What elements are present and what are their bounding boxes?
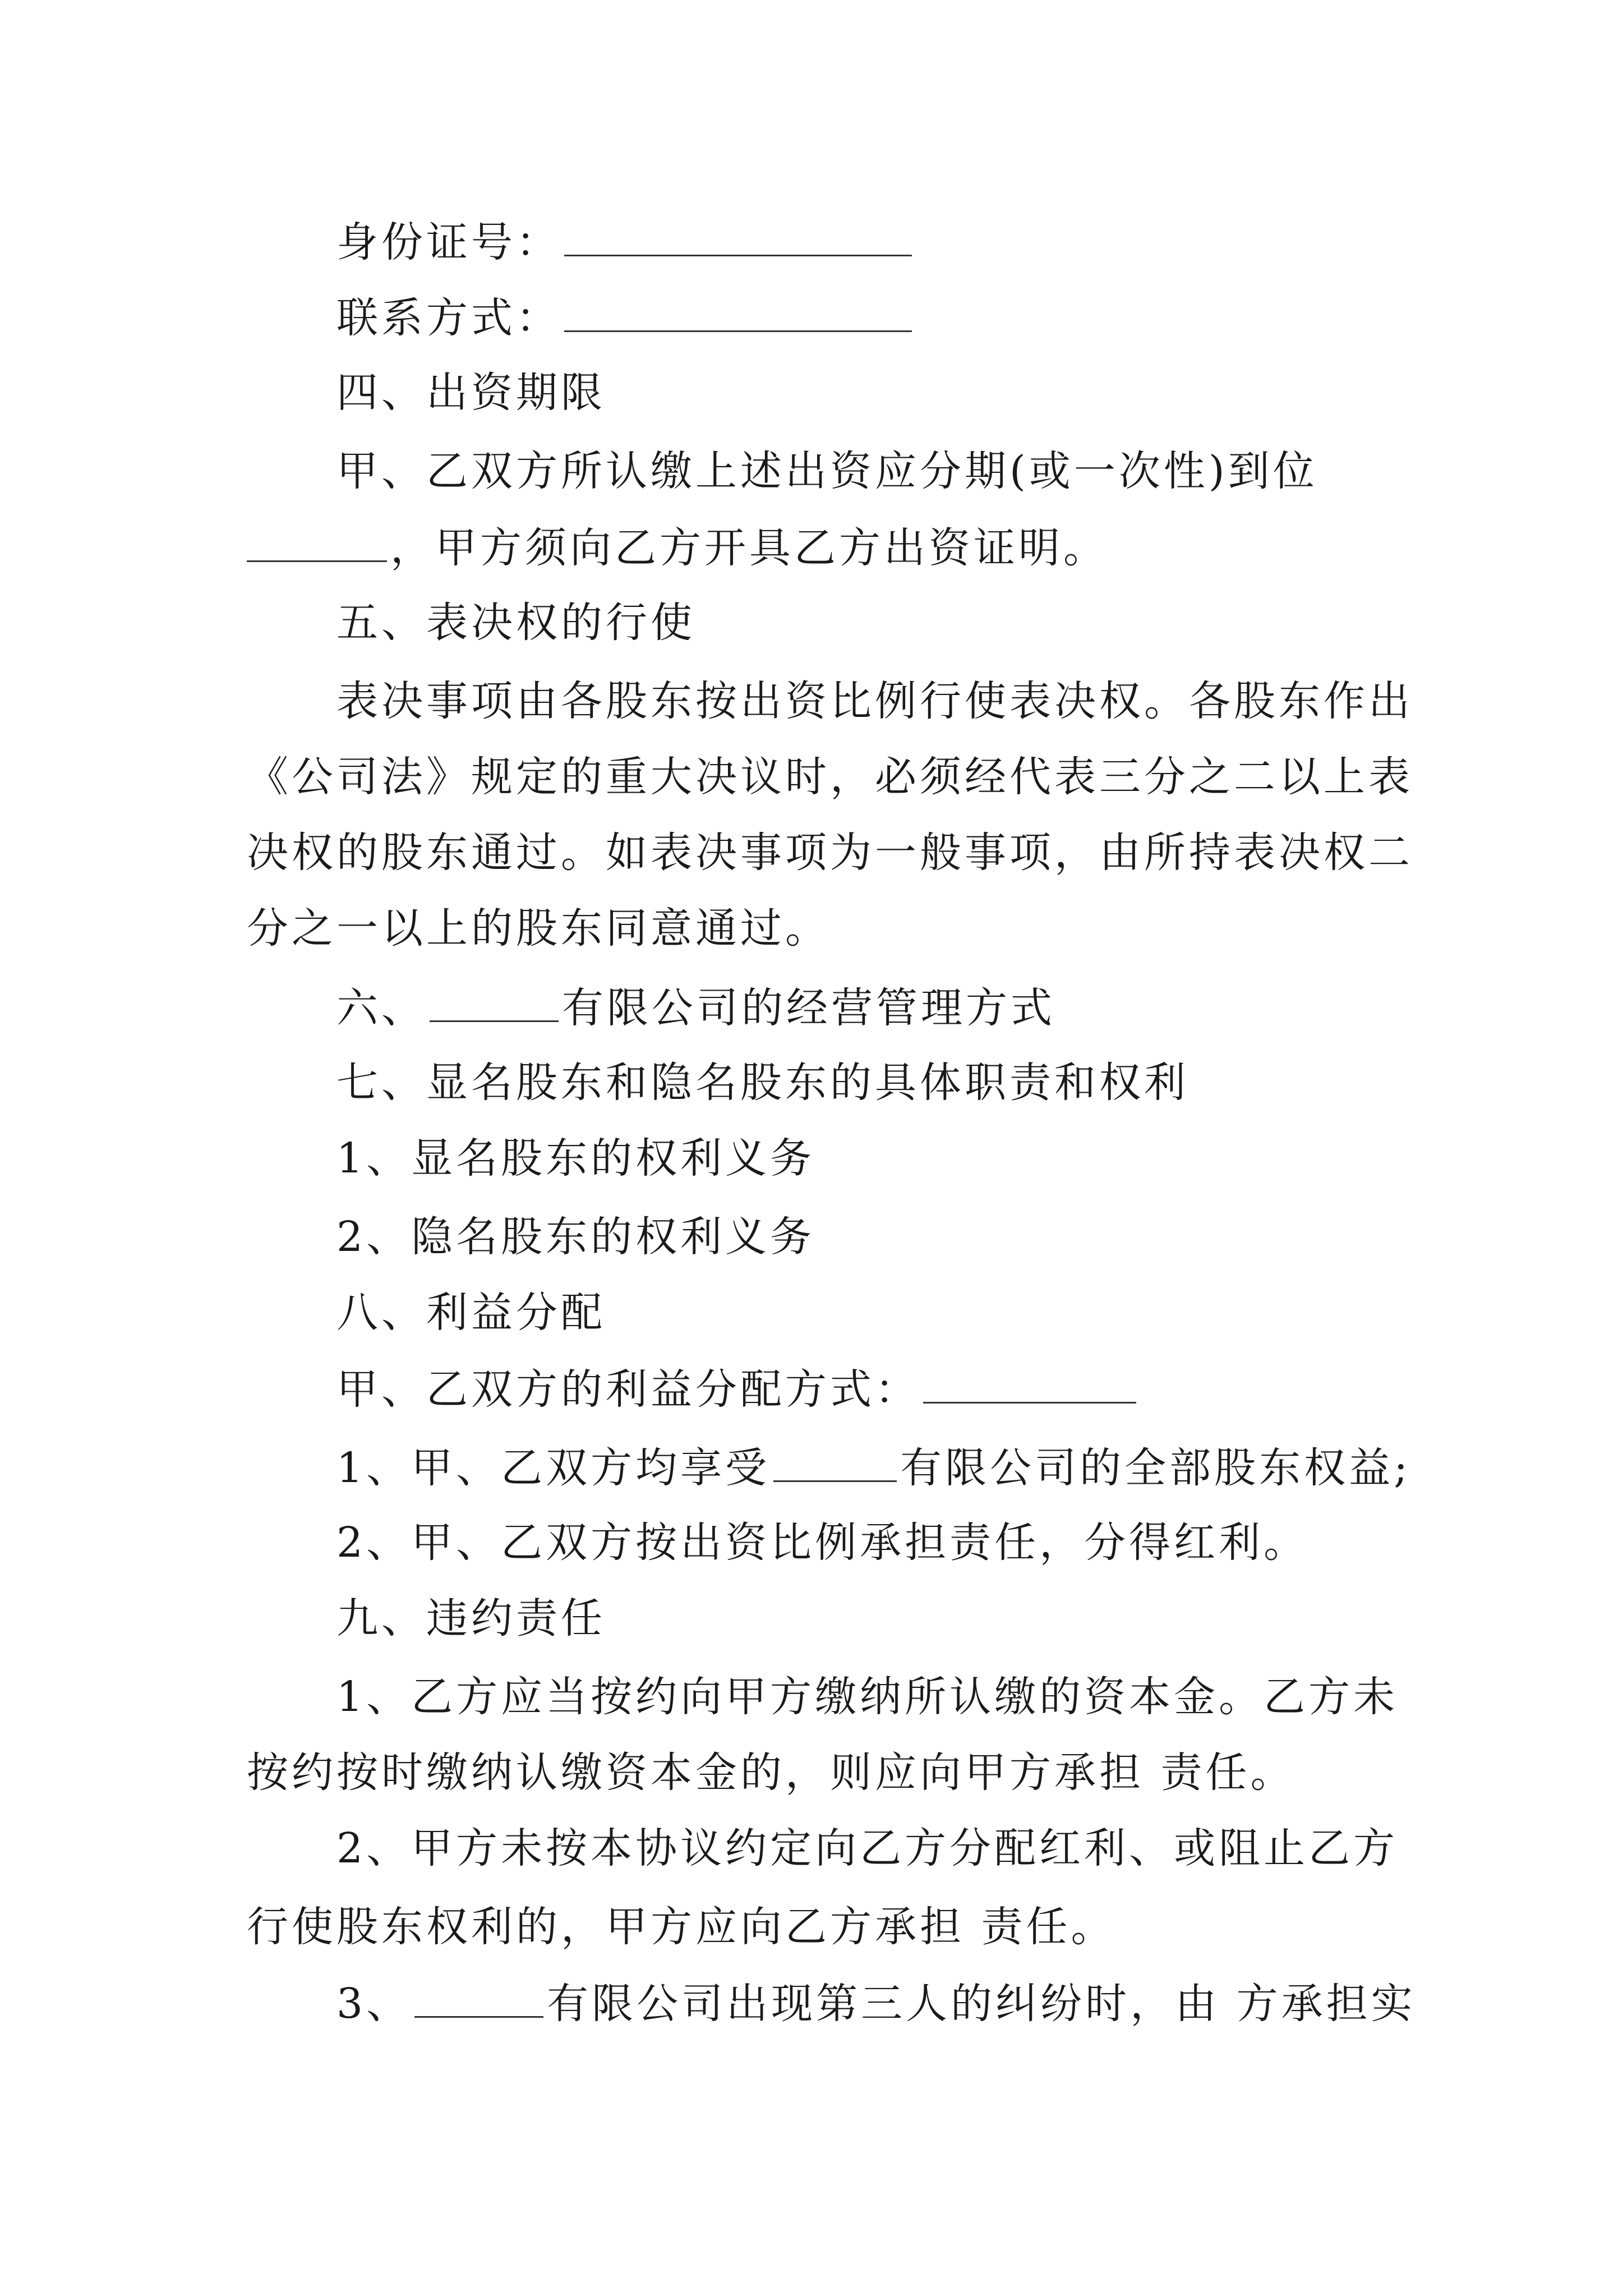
section-heading-4: 四、出资期限 [336, 369, 606, 417]
text-line-contact: 联系方式： [336, 289, 915, 346]
section-heading-9: 九、违约责任 [336, 1594, 606, 1642]
list-item: 2、隐名股东的权利义务 [336, 1213, 815, 1261]
paragraph-line: 表决事项由各股东按出资比例行使表决权。各股东作出 [336, 677, 1413, 725]
section-heading-6: 六、 有限公司的经营管理方式 [336, 979, 1055, 1036]
fill-in-blank [564, 289, 912, 332]
list-item: 2、甲方未按本协议约定向乙方分配红利、或阻止乙方 [336, 1824, 1399, 1872]
list-item: 3、 有限公司出现第三人的纠纷时，由 方承担实 [336, 1975, 1416, 2032]
paragraph-line: 甲、乙双方所认缴上述出资应分期(或一次性)到位 [336, 447, 1318, 495]
section-heading-5: 五、表决权的行使 [336, 599, 695, 647]
section-heading-8: 八、利益分配 [336, 1289, 606, 1337]
fill-in-blank [923, 1360, 1136, 1404]
text-line-id-number: 身份证号： [336, 213, 915, 270]
paragraph-line: 按约按时缴纳认缴资本金的，则应向甲方承担 责任。 [247, 1749, 1295, 1797]
fill-in-blank [414, 1975, 543, 2018]
list-item: 2、甲、乙双方按出资比例承担责任，分得红利。 [336, 1519, 1309, 1567]
fill-in-blank [430, 979, 559, 1022]
paragraph-line: 决权的股东通过。如表决事项为一般事项，由所持表决权二 [247, 829, 1413, 877]
fill-in-blank [773, 1439, 897, 1482]
paragraph-line: 甲、乙双方的利益分配方式： [336, 1360, 1140, 1418]
paragraph-line: ，甲方须向乙方开具乙方出资证明。 [247, 519, 1108, 576]
fill-in-blank [247, 519, 387, 562]
section-heading-7: 七、显名股东和隐名股东的具体职责和权利 [336, 1059, 1189, 1107]
list-item: 1、显名股东的权利义务 [336, 1134, 815, 1182]
paragraph-line: 分之一以上的股东同意通过。 [247, 904, 830, 953]
fill-in-blank [564, 213, 912, 256]
paragraph-line: 《公司法》规定的重大决议时，必须经代表三分之二以上表 [247, 753, 1413, 801]
list-item: 1、乙方应当按约向甲方缴纳所认缴的资本金。乙方未 [336, 1673, 1399, 1721]
paragraph-line: 行使股东权利的，甲方应向乙方承担 责任。 [247, 1903, 1116, 1951]
list-item: 1、甲、乙双方均享受 有限公司的全部股东权益; [336, 1439, 1411, 1496]
